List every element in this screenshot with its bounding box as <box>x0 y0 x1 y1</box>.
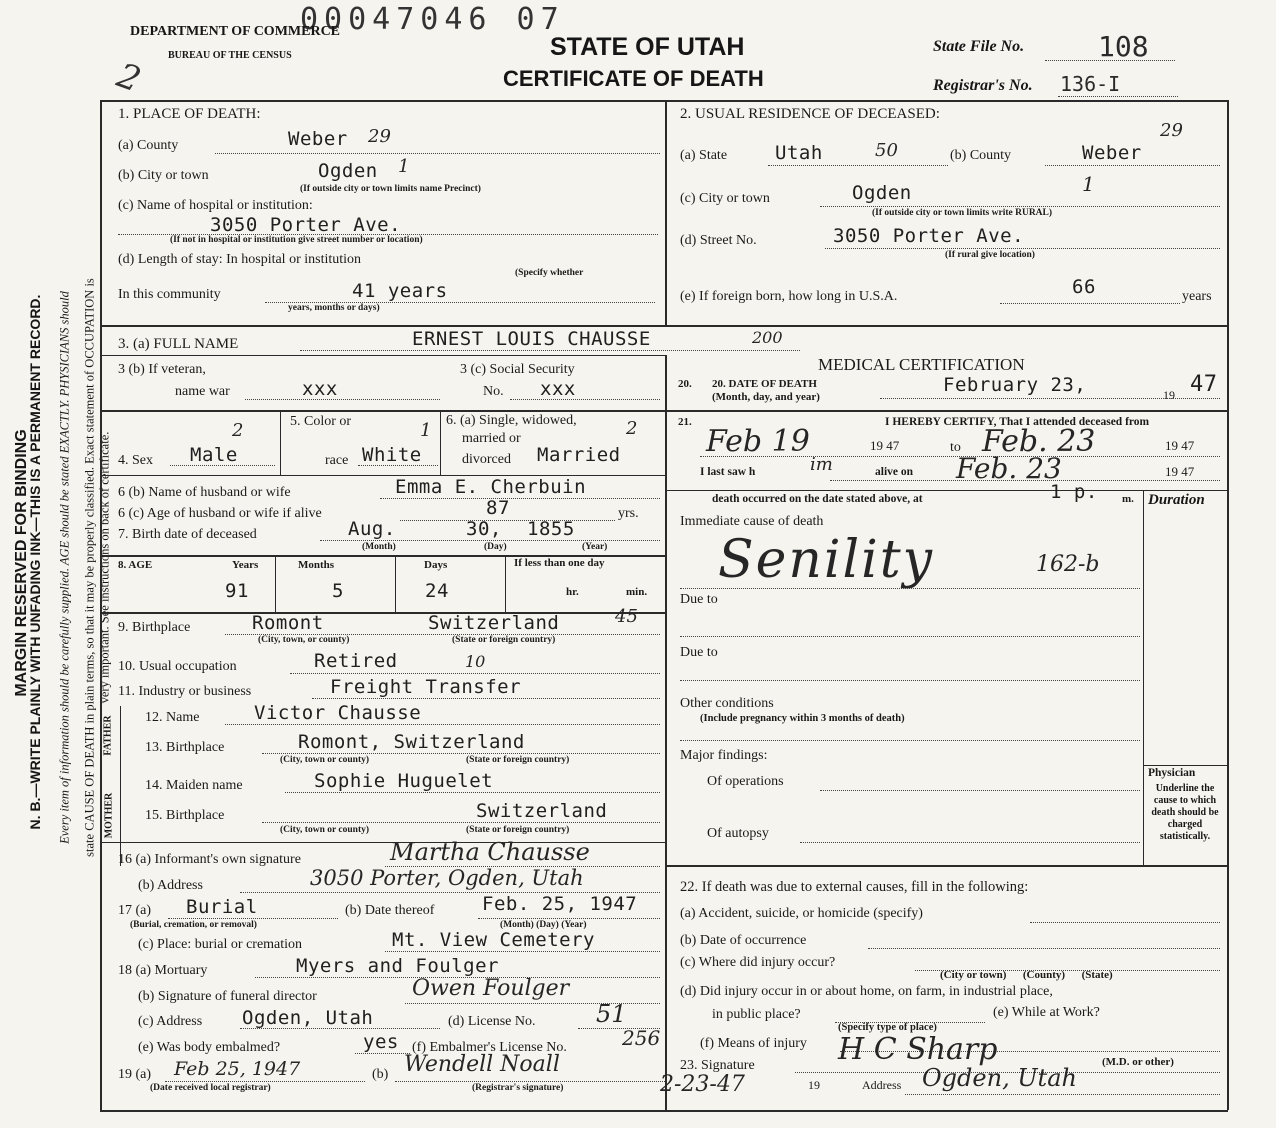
residence-heading: 2. USUAL RESIDENCE OF DECEASED: <box>680 106 940 122</box>
community-value: 41 years <box>352 280 448 302</box>
birth-year-value: 1855 <box>527 518 575 540</box>
attended-to-label: to <box>950 440 961 455</box>
spouse-label: 6 (b) Name of husband or wife <box>118 485 291 500</box>
social-security-no-label: No. <box>483 384 504 399</box>
birth-day-value: 30, <box>466 518 502 540</box>
sex-value: Male <box>190 444 238 466</box>
mortuary-address-value: Ogden, Utah <box>242 1007 374 1029</box>
marital-label-2: married or <box>462 431 521 446</box>
father-name-value: Victor Chausse <box>254 702 422 724</box>
age-months-value: 5 <box>332 580 344 602</box>
death-city-label: (b) City or town <box>118 168 209 183</box>
certify-text: I HEREBY CERTIFY, That I attended deceased from <box>885 416 1150 428</box>
physician-heading: Physician <box>1148 767 1196 779</box>
corner-mark: 2 <box>111 55 146 101</box>
external-heading: 22. If death was due to external causes, fill in the following: <box>680 879 1029 895</box>
registrar-number-label: Registrar's No. <box>933 77 1033 94</box>
mother-side-label: MOTHER <box>103 792 115 839</box>
specify-whether-note: (Specify whether <box>515 268 584 278</box>
age-years-label: Years <box>232 559 259 571</box>
residence-state-value: Utah <box>775 142 823 164</box>
birthplace-city: Romont <box>252 612 324 634</box>
death-city-note: (If outside city or town limits name Precinct) <box>300 184 481 194</box>
medical-heading: MEDICAL CERTIFICATION <box>818 355 1025 374</box>
birth-date-label: 7. Birth date of deceased <box>118 527 257 542</box>
due-to-label-1: Due to <box>680 592 718 607</box>
registrar-signature-label: (b) <box>372 1067 389 1082</box>
certificate-title: CERTIFICATE OF DEATH <box>503 66 764 91</box>
last-saw-year: 19 47 <box>1165 464 1195 479</box>
place-of-death-heading: 1. PLACE OF DEATH: <box>118 106 261 122</box>
father-side-label: FATHER <box>102 715 114 756</box>
marital-value: Married <box>537 444 621 466</box>
registrar-signature-note: (Registrar's signature) <box>472 1083 564 1093</box>
attended-to-year: 19 47 <box>1165 438 1195 453</box>
spouse-value: Emma E. Cherbuin <box>395 476 587 498</box>
mortuary-label: 18 (a) Mortuary <box>118 963 208 978</box>
father-birth-note-country: (State or foreign country) <box>466 755 570 765</box>
color-label: 5. Color or <box>290 414 352 429</box>
death-time-value: 1 p. <box>1050 481 1098 503</box>
residence-county-code: 29 <box>1160 120 1183 141</box>
embalmed-value: yes <box>363 1031 399 1053</box>
injury-place-note: (Specify type of place) <box>838 1022 937 1033</box>
certifier-signature: H C Sharp <box>838 1032 998 1067</box>
social-security-label: 3 (c) Social Security <box>460 362 575 377</box>
birthplace-code: 45 <box>615 606 638 627</box>
birthplace-note-country: (State or foreign country) <box>452 635 556 645</box>
burial-date-label: (b) Date thereof <box>345 903 435 918</box>
race-value: White <box>362 444 422 466</box>
mortuary-value: Myers and Foulger <box>296 955 499 977</box>
margin-reserved-text: MARGIN RESERVED FOR BINDING <box>13 429 30 697</box>
burial-date-value: Feb. 25, 1947 <box>482 893 638 915</box>
sex-code: 2 <box>232 420 244 441</box>
father-birthplace-value: Romont, Switzerland <box>298 731 525 753</box>
margin-instruction-1: Every item of information should be carefully supplied. AGE should be stated EXACTLY. PHYSICIANS should <box>57 291 72 844</box>
residence-county-label: (b) County <box>950 148 1012 163</box>
community-note: years, months or days) <box>288 303 380 313</box>
mortuary-address-label: (c) Address <box>138 1014 203 1029</box>
age-months-label: Months <box>298 559 335 571</box>
spouse-age-yrs: yrs. <box>618 506 639 521</box>
other-conditions-label: Other conditions <box>680 696 774 711</box>
marital-code: 2 <box>626 418 638 439</box>
top-number: 00047046 07 <box>300 2 565 37</box>
death-county-code: 29 <box>368 126 391 147</box>
hospital-value: 3050 Porter Ave. <box>210 214 402 236</box>
mother-maiden-value: Sophie Huguelet <box>314 770 494 792</box>
residence-street-note: (If rural give location) <box>945 250 1035 260</box>
spouse-age-label: 6 (c) Age of husband or wife if alive <box>118 506 322 521</box>
death-county-value: Weber <box>288 128 348 150</box>
residence-county-value: Weber <box>1082 142 1142 164</box>
registrar-date-label: 19 (a) <box>118 1067 152 1082</box>
full-name-label: 3. (a) FULL NAME <box>118 336 239 352</box>
last-saw-date: Feb. 23 <box>956 452 1062 485</box>
race-code: 1 <box>420 420 432 441</box>
burial-label: 17 (a) <box>118 903 152 918</box>
informant-address-label: (b) Address <box>138 878 203 893</box>
immediate-cause-value: Senility <box>718 530 935 590</box>
mother-birth-note-city: (City, town or county) <box>280 825 370 835</box>
funeral-director-label: (b) Signature of funeral director <box>138 989 317 1004</box>
registrar-number-value: 136-I <box>1060 72 1121 96</box>
hospital-note: (If not in hospital or institution give street number or location) <box>170 235 423 245</box>
death-county-label: (a) County <box>118 138 179 153</box>
age-min-label: min. <box>626 586 648 598</box>
occurred-label: death occurred on the date stated above, at <box>712 493 923 505</box>
residence-city-value: Ogden <box>852 182 912 204</box>
license-value: 51 <box>596 1000 627 1028</box>
informant-signature: Martha Chausse <box>390 838 590 866</box>
father-birth-note-city: (City, town or county) <box>280 755 370 765</box>
state-title: STATE OF UTAH <box>550 33 745 61</box>
residence-street-value: 3050 Porter Ave. <box>833 225 1025 247</box>
occupation-value: Retired <box>314 650 398 672</box>
sex-label: 4. Sex <box>118 453 153 468</box>
certifier-date-value: 2-23-47 <box>660 1072 745 1097</box>
industry-label: 11. Industry or business <box>118 684 252 699</box>
birthplace-country: Switzerland <box>428 612 560 634</box>
marital-label-1: 6. (a) Single, widowed, <box>446 413 577 428</box>
age-days-label: Days <box>424 559 448 571</box>
certifier-address: Ogden, Utah <box>922 1064 1077 1092</box>
alive-on-label: alive on <box>875 466 914 478</box>
father-birthplace-label: 13. Birthplace <box>145 740 225 755</box>
residence-city-label: (c) City or town <box>680 191 770 206</box>
veteran-label: 3 (b) If veteran, <box>118 362 206 377</box>
race-label: race <box>325 453 349 468</box>
injury-location-label: (c) Where did injury occur? <box>680 955 836 970</box>
community-label: In this community <box>118 287 221 302</box>
mother-birth-note-country: (State or foreign country) <box>466 825 570 835</box>
operations-label: Of operations <box>707 774 784 789</box>
autopsy-label: Of autopsy <box>707 826 769 841</box>
means-of-injury-label: (f) Means of injury <box>700 1036 807 1051</box>
age-label: 8. AGE <box>118 559 153 571</box>
funeral-director-signature: Owen Foulger <box>412 976 570 1001</box>
hospital-label: (c) Name of hospital or institution: <box>118 198 313 213</box>
registrar-date-value: Feb 25, 1947 <box>174 1058 301 1080</box>
last-saw-label: I last saw h <box>700 466 756 478</box>
certify-number: 21. <box>678 416 692 428</box>
occupation-label: 10. Usual occupation <box>118 659 237 674</box>
date-of-death-value: February 23, <box>943 374 1087 396</box>
duration-label: Duration <box>1148 492 1205 508</box>
foreign-born-value: 66 <box>1072 276 1096 298</box>
informant-label: 16 (a) Informant's own signature <box>118 852 301 867</box>
date-of-death-century: 19 <box>1163 388 1175 402</box>
industry-value: Freight Transfer <box>330 676 522 698</box>
foreign-born-years: years <box>1182 289 1212 304</box>
injury-place-label-1: (d) Did injury occur in or about home, on farm, in industrial place, <box>680 984 1053 999</box>
birthplace-label: 9. Birthplace <box>118 620 191 635</box>
death-time-m: m. <box>1122 493 1134 505</box>
injury-place-label-2: in public place? <box>712 1007 801 1022</box>
age-less-label: If less than one day <box>514 557 605 569</box>
burial-place-value: Mt. View Cemetery <box>392 929 595 951</box>
burial-place-label: (c) Place: burial or cremation <box>138 937 303 952</box>
length-of-stay-label: (d) Length of stay: In hospital or institution <box>118 252 362 267</box>
birth-day-note: (Day) <box>484 542 507 552</box>
last-saw-him: im <box>810 454 833 475</box>
marital-label-3: divorced <box>462 452 511 467</box>
date-of-death-year: 47 <box>1190 372 1218 397</box>
occurrence-date-label: (b) Date of occurrence <box>680 933 807 948</box>
embalmed-label: (e) Was body embalmed? <box>138 1040 281 1055</box>
spouse-age-value: 87 <box>486 497 510 519</box>
foreign-born-label: (e) If foreign born, how long in U.S.A. <box>680 289 898 304</box>
residence-street-label: (d) Street No. <box>680 233 757 248</box>
veteran-war-label: name war <box>175 384 230 399</box>
margin-instruction-2: state CAUSE OF DEATH in plain terms, so that it may be properly classified. Exact statement of OCCUPATION is <box>82 278 97 857</box>
full-name-code: 200 <box>752 328 783 347</box>
residence-state-code: 50 <box>875 140 898 161</box>
immediate-cause-label: Immediate cause of death <box>680 514 824 529</box>
major-findings-label: Major findings: <box>680 748 768 763</box>
certifier-signature-label: 23. Signature <box>680 1058 755 1073</box>
margin-warning-text: N. B.—WRITE PLAINLY WITH UNFADING INK—THIS IS A PERMANENT RECORD. <box>27 294 43 830</box>
date-of-death-label: 20. DATE OF DEATH <box>712 378 817 390</box>
mother-birthplace-label: 15. Birthplace <box>145 808 225 823</box>
date-of-death-sublabel: (Month, day, and year) <box>712 391 820 403</box>
birthplace-note-city: (City, town, or county) <box>258 635 350 645</box>
social-security-value: xxx <box>540 378 576 400</box>
immediate-cause-code: 162-b <box>1036 552 1100 577</box>
physician-note: Underline the cause to which death should be charged statistically. <box>1151 783 1219 842</box>
age-days-value: 24 <box>425 580 449 602</box>
birth-year-note: (Year) <box>582 542 608 552</box>
attended-from: Feb 19 <box>706 424 810 459</box>
age-years-value: 91 <box>225 580 249 602</box>
state-file-label: State File No. <box>933 38 1025 55</box>
other-conditions-note: (Include pregnancy within 3 months of death) <box>700 713 905 724</box>
birth-month-value: Aug. <box>348 518 396 540</box>
attended-from-year: 19 47 <box>870 438 900 453</box>
certifier-md-note: (M.D. or other) <box>1102 1056 1174 1068</box>
department-label: DEPARTMENT OF COMMERCE <box>130 24 341 39</box>
embalmer-license-value: 256 <box>622 1026 661 1050</box>
full-name-value: ERNEST LOUIS CHAUSSE <box>412 328 651 350</box>
margin-instruction-3: very important. See instructions on back of certificate. <box>97 431 112 704</box>
veteran-war-value: xxx <box>302 378 338 400</box>
bureau-label: BUREAU OF THE CENSUS <box>168 50 292 61</box>
registrar-signature: Wendell Noall <box>404 1052 560 1077</box>
license-label: (d) License No. <box>448 1014 536 1029</box>
due-to-label-2: Due to <box>680 645 718 660</box>
death-city-code: 1 <box>398 156 410 177</box>
death-city-value: Ogden <box>318 160 378 182</box>
certifier-date-century: 19 <box>808 1078 820 1092</box>
registrar-date-note: (Date received local registrar) <box>150 1083 271 1093</box>
mother-maiden-label: 14. Maiden name <box>145 778 243 793</box>
certifier-address-label: Address <box>862 1078 902 1092</box>
embalmer-license-label: (f) Embalmer's License No. <box>412 1040 567 1055</box>
attended-to: Feb. 23 <box>982 424 1096 459</box>
burial-date-note: (Month) (Day) (Year) <box>500 920 587 930</box>
while-at-work-label: (e) While at Work? <box>993 1005 1100 1020</box>
injury-location-note: (City or town) (County) (State) <box>940 969 1113 981</box>
birth-month-note: (Month) <box>362 542 396 552</box>
state-file-value: 108 <box>1098 30 1149 63</box>
occupation-code: 10 <box>465 652 486 671</box>
informant-address: 3050 Porter, Ogden, Utah <box>310 866 584 890</box>
mother-birthplace-value: Switzerland <box>476 800 608 822</box>
father-name-label: 12. Name <box>145 710 200 725</box>
burial-value: Burial <box>186 896 258 918</box>
burial-note: (Burial, cremation, or removal) <box>130 920 257 930</box>
residence-city-note: (If outside city or town limits write RURAL) <box>872 208 1053 218</box>
residence-city-code: 1 <box>1082 172 1095 196</box>
residence-state-label: (a) State <box>680 148 728 163</box>
age-hr-label: hr. <box>566 586 579 598</box>
date-of-death-num: 20. <box>678 378 692 390</box>
accident-label: (a) Accident, suicide, or homicide (specify) <box>680 906 923 921</box>
